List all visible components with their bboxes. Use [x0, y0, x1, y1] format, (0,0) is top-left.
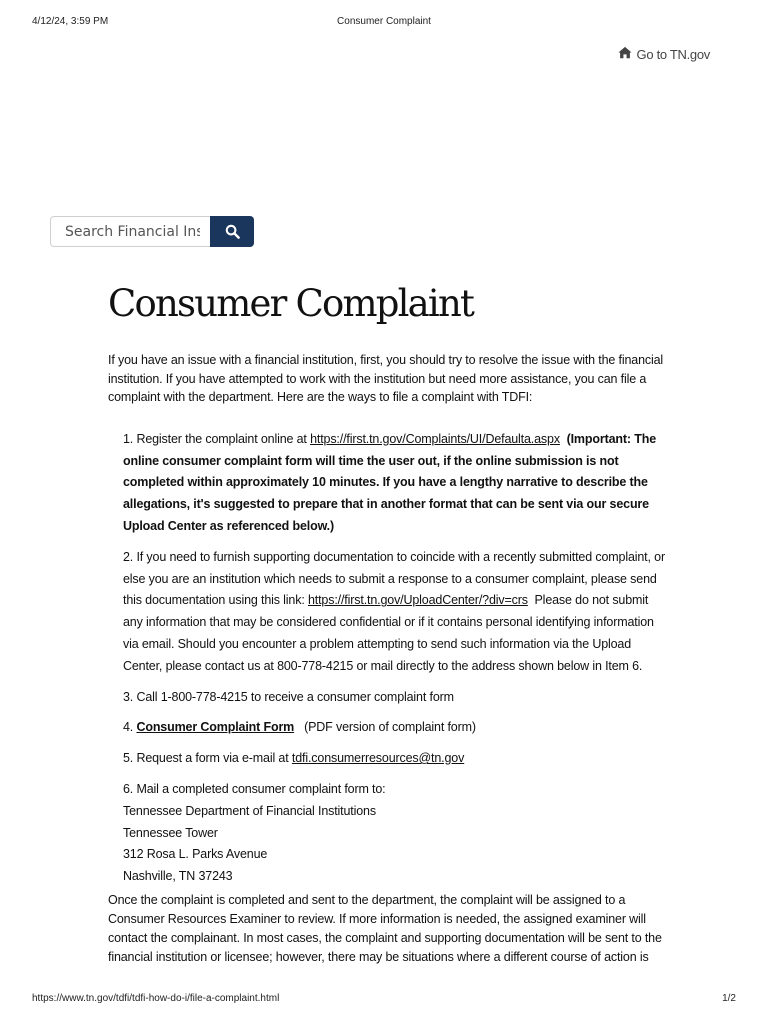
main-content [108, 351, 668, 967]
search-icon [225, 224, 240, 239]
search-button[interactable] [210, 216, 254, 247]
email-link[interactable]: tdfi.consumerresources@tn.gov [291, 751, 465, 766]
search-bar [50, 216, 254, 247]
list-item-mail [123, 779, 668, 888]
step3-text: 3. Call 1-800-778-4215 to receive a consumer complaint form [123, 689, 454, 704]
print-datetime: 4/12/24, 3:59 PM [32, 16, 109, 27]
list-item-supporting-docs [123, 547, 668, 678]
step1-text: 1. Register the complaint online at [123, 431, 311, 446]
print-page-number: 1/2 [722, 993, 736, 1004]
go-to-tn-gov-label: Go to TN.gov [636, 46, 710, 62]
address-line: Tennessee Department of Financial Institutions [123, 803, 376, 818]
intro-paragraph: If you have an issue with a financial institution, first, you should try to resolve the issue with the financial institution. If you have attempted to work with the institution but need more assistance, you can file a complaint with the department. Here are the ways to file a complaint with TDFI: [108, 353, 664, 405]
list-item-call [123, 687, 668, 709]
step6-text: 6. Mail a completed consumer complaint form to: [123, 781, 386, 796]
upload-center-link[interactable]: https://first.tn.gov/UploadCenter/?div=crs [307, 593, 528, 608]
print-footer [32, 993, 736, 1007]
consumer-complaint-form-link[interactable]: Consumer Complaint Form [136, 720, 295, 735]
step4-prefix: 4. [123, 720, 137, 735]
step4-suffix: (PDF version of complaint form) [304, 720, 476, 735]
print-url: https://www.tn.gov/tdfi/tdfi-how-do-i/file-a-complaint.html [32, 993, 280, 1004]
complaint-steps-list [108, 429, 668, 888]
address-line: 312 Rosa L. Parks Avenue [123, 847, 268, 862]
list-item-email [123, 748, 668, 770]
search-input[interactable] [50, 216, 210, 247]
page-title: Consumer Complaint [108, 282, 474, 325]
address-line: Nashville, TN 37243 [123, 869, 233, 884]
home-icon [618, 46, 632, 62]
list-item-pdf-form [123, 717, 668, 739]
list-item-register-online [123, 429, 668, 538]
step2-text-before: 2. If you need to furnish supporting documentation to coincide with a recently submitted complaint, or else you are an institution which needs to submit a response to a consumer complaint, please send this documentation using this link: [123, 549, 665, 608]
print-header [32, 16, 736, 30]
print-title: Consumer Complaint [337, 16, 431, 27]
online-complaint-link[interactable]: https://first.tn.gov/Complaints/UI/Defaulta.aspx [310, 431, 560, 446]
closing-paragraph: Once the complaint is completed and sent to the department, the complaint will be assigned to a Consumer Resources Examiner to review. If more information is needed, the assigned examiner will contact the complainant. In most cases, the complaint and supporting documentation will be sent to the financial institution or licensee; however, there may be situations where a different course of action is [108, 892, 662, 964]
step2-text-after: Please do not submit any information that may be considered confidential or if it contains personal identifying information via email. Should you encounter a problem attempting to send such information via the Upload Center, please contact us at 800-778-4215 or mail directly to the address shown below in Item 6. [123, 593, 654, 673]
go-to-tn-gov-link[interactable] [618, 46, 710, 62]
address-line: Tennessee Tower [123, 825, 218, 840]
step1-important-note: (Important: The online consumer complaint form will time the user out, if the online submission is not completed within approximately 10 minutes. If you have a lengthy narrative to describe the allegations, it's suggested to prepare that in another format that can be sent via our secure Upload Center as referenced below.) [123, 431, 657, 533]
step5-text: 5. Request a form via e-mail at [123, 751, 292, 766]
